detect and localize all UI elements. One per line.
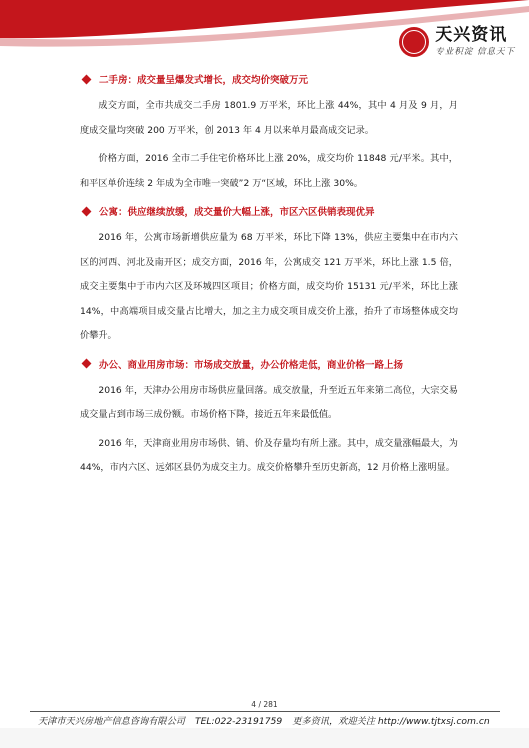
diamond-bullet-icon — [82, 359, 92, 369]
section-heading-apartment: 公寓：供应继续放缓，成交量价大幅上涨，市区六区供销表现优异 — [80, 200, 458, 222]
paragraph: 价格方面，2016 全市二手住宅价格环比上涨 20%，成交均价 11848 元/平米。其中，和平区单价连续 2 年成为全市唯一突破”2 万“区域，环比上涨 30%。 — [80, 153, 458, 189]
paragraph: 2016 年，天津办公用房市场供应量回落。成交放量，升至近五年来第二高位，大宗交易成交量占到市场三成份额。市场价格下降，接近五年来最低值。 — [80, 384, 458, 420]
brand-name: 天兴资讯 — [435, 25, 508, 46]
page-number: 4 / 281 — [251, 700, 278, 709]
diamond-bullet-icon — [82, 206, 92, 216]
footer-company: 天津市天兴房地产信息咨询有限公司 — [38, 716, 185, 727]
brand-logo — [399, 24, 515, 60]
footer-band — [0, 728, 529, 748]
section-heading-second-hand: 二手房：成交量呈爆发式增长，成交均价突破万元 — [80, 68, 458, 90]
footer-website[interactable]: 更多资讯，欢迎关注 http://www.tjtxsj.com.cn — [292, 716, 490, 727]
brand-seal-icon — [399, 27, 429, 57]
brand-slogan: 专业积淀 信息天下 — [435, 47, 515, 58]
diamond-bullet-icon — [82, 74, 92, 84]
section-heading-office-commercial: 办公、商业用房市场：市场成交放量，办公价格走低，商业价格一路上扬 — [80, 353, 458, 375]
document-body — [80, 68, 458, 485]
footer-divider — [30, 711, 500, 712]
footer-tel: TEL:022-23191759 — [195, 716, 283, 727]
footer-info — [38, 713, 500, 727]
paragraph: 2016 年，天津商业用房市场供、销、价及存量均有所上涨。其中，成交量涨幅最大，为 44%，市内六区、远郊区县仍为成交主力。成交价格攀升至历史新高，12 月价格上涨明显。 — [80, 437, 458, 473]
paragraph: 成交方面，全市共成交二手房 1801.9 万平米，环比上涨 44%，其中 4 月及 9 月，月度成交量均突破 200 万平米，创 2013 年 4 月以来单月最高成交记录。 — [80, 100, 458, 136]
paragraph: 2016 年，公寓市场新增供应量为 68 万平米，环比下降 13%，供应主要集中在市内六区的河西、河北及南开区；成交方面，2016 年，公寓成交 121 万平米，环比上涨 1.5 倍，成交主要集中于市内六区及环城四区项目；价格方面，成交均价 15131 元/平米，环比上涨 14%，中高端项目成交量占比增大，加之主力成交项目成交价上涨，抬升了市场整体成交均价攀升。 — [80, 232, 458, 341]
